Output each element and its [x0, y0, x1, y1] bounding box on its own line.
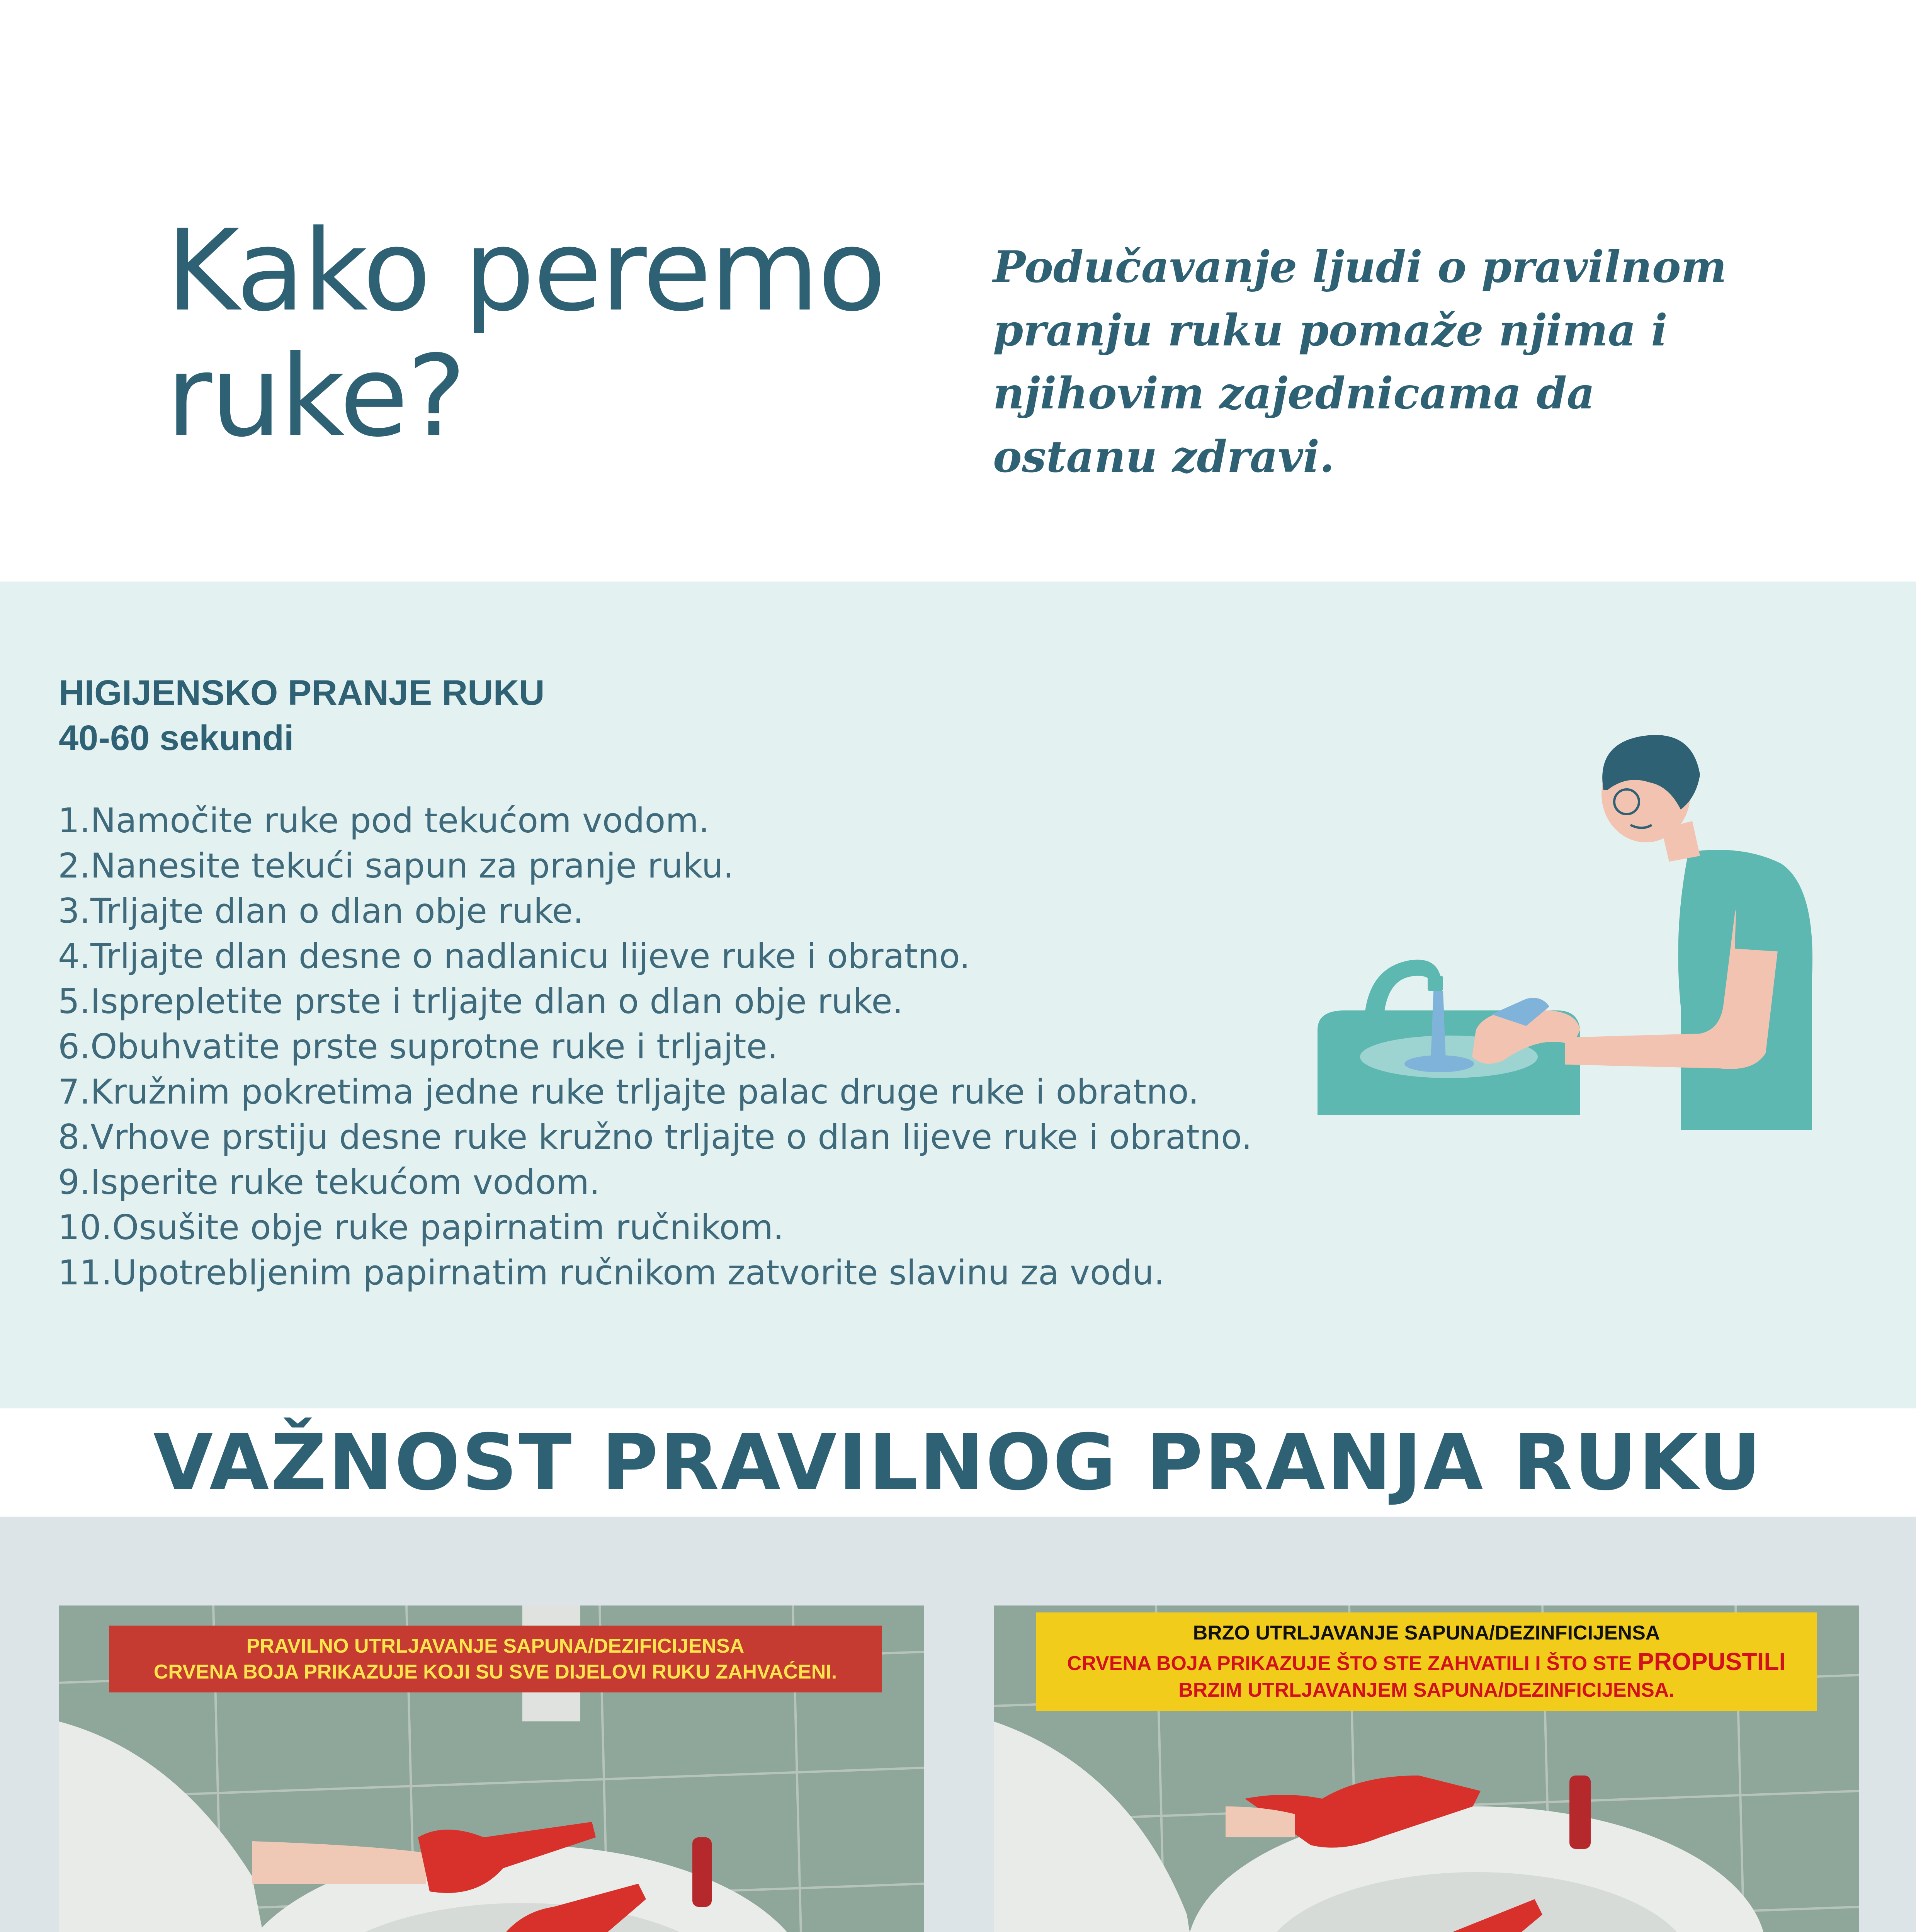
caption-line — [1048, 1646, 1805, 1678]
page-title: Kako peremo ruke? — [166, 206, 885, 462]
quick-rubbing-caption — [1036, 1612, 1817, 1711]
caption-line: CRVENA BOJA PRIKAZUJE KOJI SU SVE DIJELOVI RUKU ZAHVAĆENI. — [153, 1660, 837, 1683]
step-item: 8.Vrhove prstiju desne ruke kružno trljajte o dlan lijeve ruke i obratno. — [58, 1117, 1252, 1157]
handwashing-steps-panel — [0, 582, 1916, 1408]
step-item: 2.Nanesite tekući sapun za pranje ruku. — [58, 846, 734, 886]
proper-rubbing-caption — [109, 1626, 882, 1692]
person-washing-hands-illustration — [1310, 728, 1866, 1173]
step-item: 1.Namočite ruke pod tekućom vodom. — [58, 801, 710, 840]
step-item: 7.Kružnim pokretima jedne ruke trljajte palac druge ruke i obratno. — [58, 1072, 1199, 1112]
caption-line: BRZO UTRLJAVANJE SAPUNA/DEZINFICIJENSA — [1193, 1622, 1660, 1644]
steps-heading-block — [59, 670, 545, 761]
steps-list — [58, 798, 1333, 1295]
step-item: 6.Obuhvatite prste suprotne ruke i trljajte. — [58, 1027, 778, 1066]
hand-paint-photos-panel — [0, 1517, 1916, 1932]
quick-rubbing-photo-group — [994, 1605, 1859, 1932]
page-subtitle: Podučavanje ljudi o pravilnom pranju ruku pomaže njima i njihovim zajednicama da ostanu zdravi. — [993, 242, 1727, 482]
caption-line: PRAVILNO UTRLJAVANJE SAPUNA/DEZIFICIJENSA — [246, 1635, 745, 1657]
caption-line: BRZIM UTRLJAVANJEM SAPUNA/DEZINFICIJENSA. — [1178, 1679, 1675, 1702]
steps-duration: 40-60 sekundi — [59, 718, 294, 758]
step-item: 5.Isprepletite prste i trljajte dlan o dlan obje ruke. — [58, 981, 903, 1021]
proper-rubbing-photo-group — [59, 1605, 924, 1932]
caption-text: CRVENA BOJA PRIKAZUJE ŠTO STE ZAHVATILI I ŠTO STE — [1067, 1652, 1632, 1675]
importance-title: VAŽNOST PRAVILNOG PRANJA RUKU — [153, 1417, 1763, 1508]
step-item: 9.Isperite ruke tekućom vodom. — [58, 1162, 600, 1202]
steps-heading: HIGIJENSKO PRANJE RUKU — [59, 673, 545, 713]
step-item: 3.Trljajte dlan o dlan obje ruke. — [58, 891, 584, 931]
caption-highlight: PROPUSTILI — [1637, 1647, 1786, 1675]
step-item: 4.Trljajte dlan desne o nadlanicu lijeve ruke i obratno. — [58, 936, 971, 976]
step-item: 10.Osušite obje ruke papirnatim ručnikom. — [58, 1208, 784, 1247]
step-item: 11.Upotrebljenim papirnatim ručnikom zatvorite slavinu za vodu. — [58, 1253, 1165, 1293]
